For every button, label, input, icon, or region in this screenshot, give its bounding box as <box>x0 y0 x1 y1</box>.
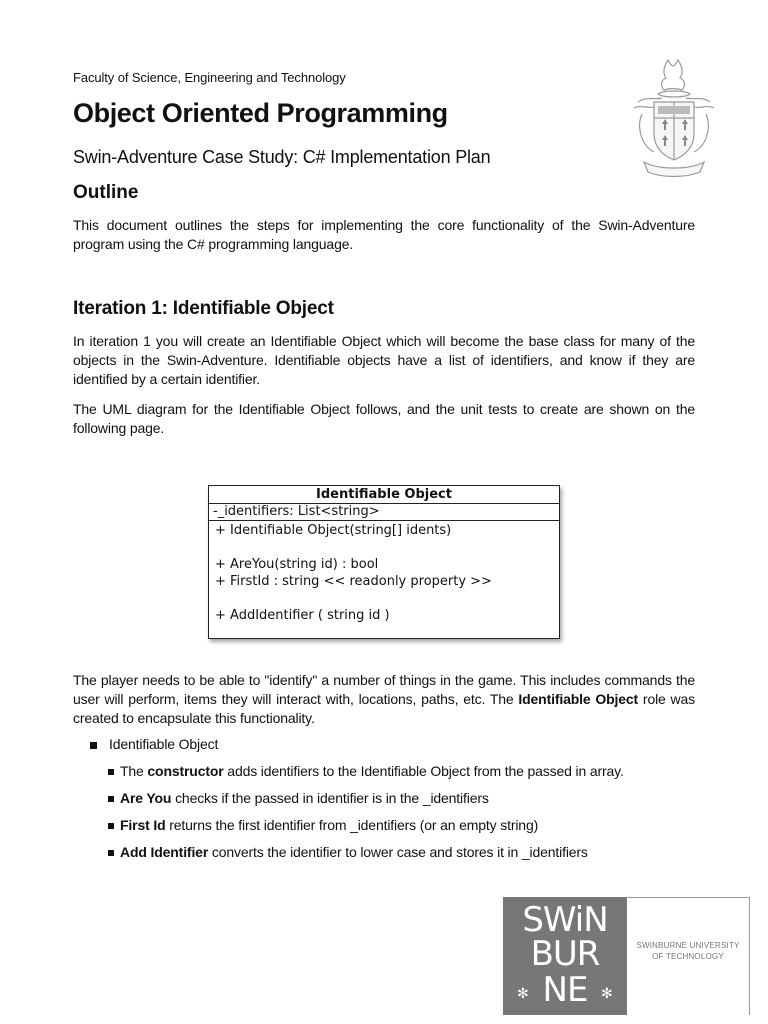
bullet-square-icon <box>108 796 114 802</box>
player-paragraph <box>73 671 695 728</box>
logo-star-right-icon: ✻ <box>601 985 613 1001</box>
logo-side-line-1: SWINBURNE UNIVERSITY <box>636 941 740 950</box>
document-subtitle: Swin-Adventure Case Study: C# Implementation Plan <box>73 147 491 167</box>
uml-method-first-id: + FirstId : string << readonly property >> <box>215 574 492 589</box>
document-title: Object Oriented Programming <box>73 98 448 128</box>
bullet-rest: checks if the passed in identifier is in the _identifiers <box>171 790 489 806</box>
bullet-item <box>108 790 489 806</box>
bullet-top <box>90 736 218 752</box>
bullet-bold: Add Identifier <box>120 844 209 860</box>
logo-line-3: NE <box>542 970 588 1010</box>
uml-method-add-identifier: + AddIdentifier ( string id ) <box>215 608 390 623</box>
iteration-paragraph-2: The UML diagram for the Identifiable Object follows, and the unit tests to create are shown on the following page. <box>73 401 695 436</box>
outline-paragraph: This document outlines the steps for implementing the core functionality of the Swin-Adventure program using the C# programming language. <box>73 217 695 252</box>
uml-methods <box>209 521 559 624</box>
uml-class-name: Identifiable Object <box>209 486 559 504</box>
bullet-pre: The <box>120 763 148 779</box>
outline-heading: Outline <box>73 182 139 203</box>
uml-constructor: + Identifiable Object(string[] idents) <box>215 523 452 538</box>
player-text-a: The player needs to be able to "identify" a number of things in the game. This includes commands the user will perform, items they will interact with, locations, paths, etc. The <box>73 672 695 707</box>
university-crest-icon <box>628 56 720 190</box>
bullet-square-icon <box>108 823 114 829</box>
logo-side-line-2: OF TECHNOLOGY <box>652 952 724 961</box>
bullet-square-icon <box>90 742 97 749</box>
faculty-name: Faculty of Science, Engineering and Technology <box>73 70 346 85</box>
iteration-heading: Iteration 1: Identifiable Object <box>73 298 334 319</box>
uml-class-diagram <box>208 485 560 639</box>
player-text-bold: Identifiable Object <box>518 691 639 707</box>
iteration-paragraph-1: In iteration 1 you will create an Identifiable Object which will become the base class for many of the objects in the Swin-Adventure. Identifiable objects have a list of identifiers, and know if they are identified by a certain identifier. <box>73 333 695 387</box>
logo-star-left-icon: ✻ <box>517 985 529 1001</box>
bullet-item <box>108 817 538 833</box>
swinburne-logo <box>503 897 627 1015</box>
bullet-bold: First Id <box>120 817 166 833</box>
bullet-square-icon <box>108 850 114 856</box>
uml-method-are-you: + AreYou(string id) : bool <box>215 557 379 572</box>
logo-line-2: BUR <box>530 934 600 974</box>
bullet-rest: converts the identifier to lower case and stores it in _identifiers <box>208 844 588 860</box>
bullet-rest: returns the first identifier from _identifiers (or an empty string) <box>165 817 539 833</box>
bullet-top-label: Identifiable Object <box>109 736 219 752</box>
logo-line-1: SWiN <box>522 900 608 940</box>
player-text-b: role was created to encapsulate this functionality. <box>73 691 695 726</box>
bullet-bold: constructor <box>147 763 224 779</box>
bullet-square-icon <box>108 769 114 775</box>
logo-university-name <box>632 940 744 962</box>
bullet-rest: adds identifiers to the Identifiable Object from the passed in array. <box>223 763 624 779</box>
bullet-item <box>108 844 588 860</box>
uml-attribute: -_identifiers: List<string> <box>209 504 559 521</box>
bullet-bold: Are You <box>120 790 172 806</box>
bullet-item <box>108 763 624 779</box>
